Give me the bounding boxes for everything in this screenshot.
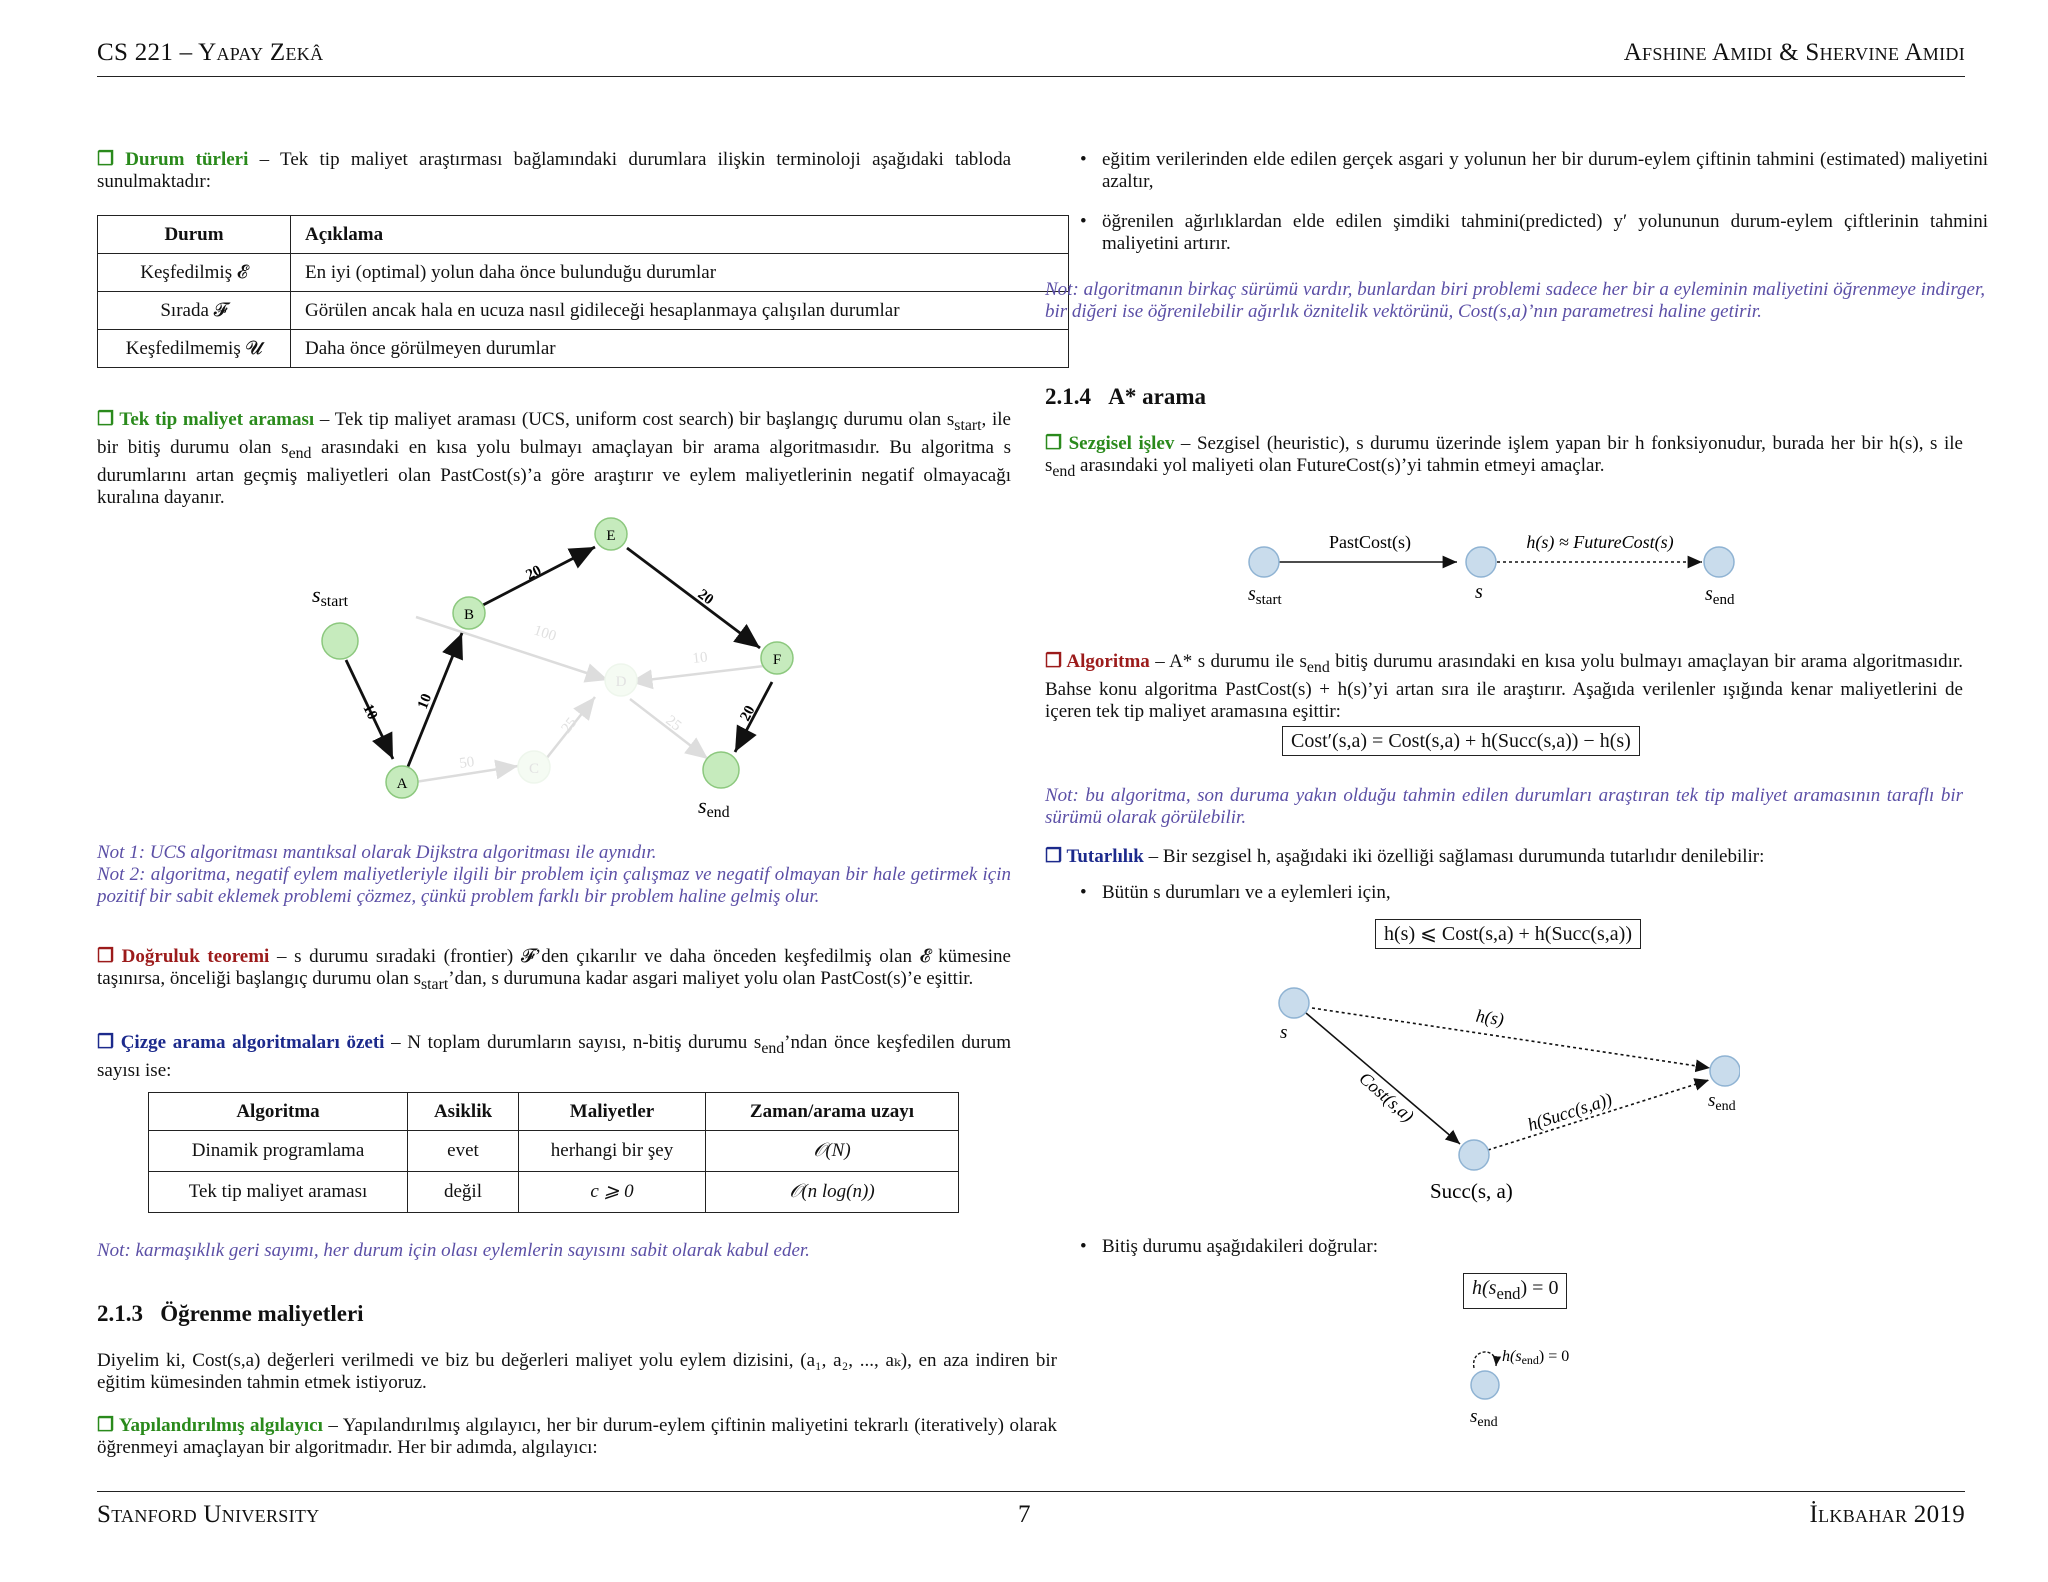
algo-header: Maliyetler [519,1093,706,1131]
subscript: start [420,975,449,993]
perceptron-paragraph [97,1415,1057,1459]
formula-part: ) = 0 [1520,1277,1559,1299]
astar-note: Not: bu algoritma, son duruma yakın olduğu tahmin edilen durumları araştıran tek tip maliyet aramasının taraflı bir sürümü olarak görülebilir. [1045,785,1963,828]
table-cell: 𝒪(n log(n)) [706,1172,959,1213]
states-title: ❒ Durum türleri [97,149,249,170]
note-2: Not 2: algoritma, negatif eylem maliyetleriyle ilgili bir problem için çalışmaz ve negatif olmayan bir hale getirmek için pozitif bir sabit eklemek problemi çözmez, çünkü problem farklı bir problem haline gelmiş olur. [97,864,1011,907]
states-table [97,215,1069,368]
heuristic-paragraph [1045,433,1963,483]
s-label: s [1475,581,1483,603]
cost-label: Cost(s,a) [1355,1067,1418,1127]
subscript: end [288,444,312,462]
ucs-text: – Tek tip maliyet araması (UCS, uniform cost search) bir başlangıç durumu olan s [314,409,955,430]
label-s: s [1470,1406,1478,1426]
subscript: start [954,416,982,434]
end-label [1705,583,1735,608]
node-label: C [528,761,540,777]
succ-label: Succ(s, a) [1430,1179,1513,1203]
label-sub: end [1715,1099,1736,1114]
states-paragraph [97,149,1011,193]
astar-title: ❒ Algoritma [1045,651,1150,672]
node-start [322,623,358,659]
label-sub: start [320,593,349,610]
footer-left: Stanford University [97,1501,320,1528]
table-cell: Dinamik programlama [149,1131,408,1172]
algo-header: Algoritma [149,1093,408,1131]
consistency-formula: h(s) ⩽ Cost(s,a) + h(Succ(s,a)) [1375,919,1641,949]
subscript: end [1052,462,1076,480]
edge-label: 20 [737,703,759,724]
edge-label: 50 [458,754,476,772]
consistency-diagram [1260,980,1740,1220]
perceptron-title: ❒ Yapılandırılmış algılayıcı [97,1415,323,1436]
bullet-item: • Bitiş durumu aşağıdakileri doğrular: [1076,1236,1988,1258]
s-label: s [1280,1022,1288,1043]
consistency-text: – Bir sezgisel h, aşağıdaki iki özelliği sağlaması durumunda tutarlıdır denilebilir: [1143,846,1765,867]
section-title: Öğrenme maliyetleri [160,1301,364,1326]
label-sub: end [1521,1353,1539,1367]
complexity-note: Not: karmaşıklık geri sayımı, her durum için olası eylemlerin sayısını sabit olarak kabul eder. [97,1240,810,1261]
cost-prime-formula: Cost′(s,a) = Cost(s,a) + h(Succ(s,a)) − h(s) [1282,726,1640,756]
table-row [98,330,1069,368]
section-number: 2.1.4 [1045,384,1091,409]
table-cell: Görülen ancak hala en ucuza nasıl gidileceği hesaplanmaya çalışılan durumlar [291,292,1069,330]
section-2-1-3 [97,1303,364,1325]
perceptron-note: Not: algoritmanın birkaç sürümü vardır, bunlardan biri problemi sadece her bir a eyleminin maliyetini öğrenmeye indirger, bir diğeri ise öğrenilebilir ağırlık öznitelik vektörünü, Cost(s,a)’nın parametresi haline getirir. [1045,279,1985,322]
node-label: F [772,652,782,668]
header-right: Afshine Amidi & Shervine Amidi [1623,39,1965,66]
edge-label: 20 [694,586,717,609]
footer-right: İlkbahar 2019 [1809,1501,1965,1528]
table-cell: değil [408,1172,519,1213]
label-s: s [1708,1090,1716,1111]
table-cell: Sırada 𝓕 [98,292,291,330]
edge-label: 20 [523,562,545,584]
astar-paragraph [1045,651,1963,723]
node-label: B [463,607,475,623]
consistency-title: ❒ Tutarlılık [1045,846,1144,867]
end-label [1470,1406,1498,1426]
label-part: h(s [1502,1348,1522,1365]
correctness-text: – s durumu sıradaki (frontier) 𝓕’den çıkarılır ve daha önceden keşfedilmiş olan 𝓔 kümesine taşınırsa, önceliği başlangıç durumu olan s [97,946,1011,989]
ucs-text: arasındaki en kısa yolu bulmayı amaçlayan bir arama algoritmasıdır. Bu algoritma s durumlarını artan geçmiş maliyetleri olan PastCost(s)’a göre araştırır ve eylem maliyetlerinin negatif olmayacağı kuralına dayanır. [97,436,1011,508]
heuristic-title: ❒ Sezgisel işlev [1045,433,1175,454]
correctness-title: ❒ Doğruluk teoremi [97,946,270,967]
succ-node [1459,1140,1489,1170]
algo-header: Asiklik [408,1093,519,1131]
end-label [698,793,730,821]
section-title: A* arama [1108,384,1206,409]
table-row [149,1172,959,1213]
label-s: s [698,793,707,818]
label-part: ) = 0 [1538,1348,1570,1365]
perceptron-text: – Yapılandırılmış algılayıcı, her bir durum-eylem çiftinin maliyetini tekrarlı (iteratively) olarak öğrenmeyi amaçlayan bir algoritmadır. Her bir adımda, algılayıcı: [97,1415,1057,1458]
self-loop-arrow [1474,1352,1496,1368]
algo-header: Zaman/arama uzayı [706,1093,959,1131]
node-label: D [615,674,627,690]
label-s: s [1248,583,1256,605]
heuristic-text: – Sezgisel (heuristic), s durumu üzerinde işlem yapan bir h fonksiyonudur, burada her bir h(s), s ile s [1045,433,1963,476]
note-1: Not 1: UCS algoritması mantıksal olarak Dijkstra algoritması ile aynıdır. [97,842,657,863]
end-node [1704,547,1734,577]
edge-label: 10 [691,649,709,667]
states-header-durum: Durum [98,216,291,254]
ucs-text: , ile bir bitiş durumu olan s [97,409,1011,458]
pastcost-label: PastCost(s) [1328,532,1412,552]
s-node [1279,988,1309,1018]
learn-paragraph: Diyelim ki, Cost(s,a) değerleri verilmedi ve biz bu değerleri maliyet yolu eylem dizisini, (a₁, a₂, ..., aₖ), en aza indiren bir eğitim kümesinden tahmin etmek istiyoruz. [97,1350,1057,1393]
node-label: A [396,776,408,792]
label-sub: end [706,804,730,821]
heuristic-diagram [1240,524,1760,614]
edge-a-b [407,633,462,769]
table-cell: evet [408,1131,519,1172]
cost-arrow [1306,1013,1460,1144]
start-label [312,582,349,610]
summary-text: – N toplam durumların sayısı, n-bitiş durumu s [384,1032,762,1053]
summary-text: ’ndan önce keşfedilen durum sayısı ise: [97,1032,1011,1081]
end-loop-diagram [1460,1336,1660,1426]
label-sub: start [1255,592,1282,608]
table-cell: Keşfedilmiş 𝓔 [98,254,291,292]
subscript: end [1306,658,1330,676]
hs-label: h(s) [1474,1005,1506,1030]
solid-edges [346,547,772,769]
hs-arrow [1312,1005,1710,1068]
header-left: CS 221 – Yapay Zekâ [97,39,324,66]
loop-label [1502,1348,1569,1367]
table-cell: Tek tip maliyet araması [149,1172,408,1213]
states-header-aciklama: Açıklama [291,216,1069,254]
bullet-item: • öğrenilen ağırlıklardan elde edilen şimdiki tahmini(predicted) y′ yolununun durum-eylem çiftlerinin tahmini maliyetini artırır. [1076,211,1988,255]
end-node [1471,1371,1499,1399]
label-sub: end [1712,592,1735,608]
formula-part: h(s [1472,1277,1497,1299]
summary-title: ❒ Çizge arama algoritmaları özeti [97,1032,385,1053]
subscript: end [761,1039,785,1057]
section-2-1-4 [1045,386,1206,408]
correctness-text: ’dan, s durumuna kadar asgari maliyet yolu olan PastCost(s)’e eşittir. [448,968,974,989]
page-number: 7 [1018,1501,1031,1528]
edge-label: 25 [558,714,581,737]
label-s: s [1705,583,1713,605]
end-formula [1463,1273,1567,1309]
table-row [98,254,1069,292]
bullet-item: • Bütün s durumları ve a eylemleri için, [1076,882,1988,904]
table-cell: herhangi bir şey [519,1131,706,1172]
future-label: h(s) ≈ FutureCost(s) [1526,532,1674,552]
table-cell: 𝒪(N) [706,1131,959,1172]
consistency-paragraph [1045,846,1963,868]
algorithm-table [148,1092,959,1213]
edge-b-d [416,617,608,680]
edge-label: 10 [359,701,381,723]
correctness-paragraph [97,946,1011,996]
node-end [703,752,739,788]
header-rule [97,76,1965,77]
table-cell: Keşfedilmemiş 𝓤 [98,330,291,368]
s-node [1466,547,1496,577]
start-node [1249,547,1279,577]
ucs-graph [290,510,820,830]
end-label [1708,1090,1736,1114]
edge-label: 25 [662,712,685,735]
edge-label: 10 [414,691,436,712]
hsucc-label: h(Succ(s,a)) [1525,1088,1615,1135]
summary-paragraph [97,1032,1011,1082]
bullet-item: • eğitim verilerinden elde edilen gerçek asgari y yolunun her bir durum-eylem çiftinin tahmini (estimated) maliyetini azaltır, [1076,149,1988,193]
table-cell: En iyi (optimal) yolun daha önce bulunduğu durumlar [291,254,1069,292]
edge-f-d [630,665,772,682]
label-sub: end [1477,1415,1498,1426]
start-label [1248,583,1282,608]
label-s: s [312,582,321,607]
ucs-paragraph [97,409,1011,509]
footer-rule [97,1491,1965,1492]
node-label: E [606,528,616,544]
subscript: end [1496,1284,1521,1303]
table-row [98,292,1069,330]
end-node [1710,1056,1740,1086]
hsucc-arrow [1488,1080,1709,1150]
table-cell: Daha önce görülmeyen durumlar [291,330,1069,368]
ucs-title: ❒ Tek tip maliyet araması [97,409,315,430]
table-row [149,1131,959,1172]
edge-e-f [627,548,760,648]
section-number: 2.1.3 [97,1301,143,1326]
table-cell: c ⩾ 0 [519,1172,706,1213]
edge-label: 100 [531,622,559,645]
states-text: – Tek tip maliyet araştırması bağlamındaki durumlara ilişkin terminoloji aşağıdaki tabloda sunulmaktadır: [97,149,1012,192]
astar-text: bitiş durumu arasındaki en kısa yolu bulmayı amaçlayan bir arama algoritmasıdır. Bahse konu algoritma PastCost(s) + h(s)’yi artan sıra ile araştırır. Aşağıda verilenler ışığında kenar maliyetlerini de içeren tek tip maliyet aramasına eşittir: [1045,651,1963,722]
astar-text: – A* s durumu ile s [1149,651,1307,672]
heuristic-text: arasındaki yol maliyeti olan FutureCost(s)’yi tahmin etmeyi amaçlar. [1075,455,1605,476]
